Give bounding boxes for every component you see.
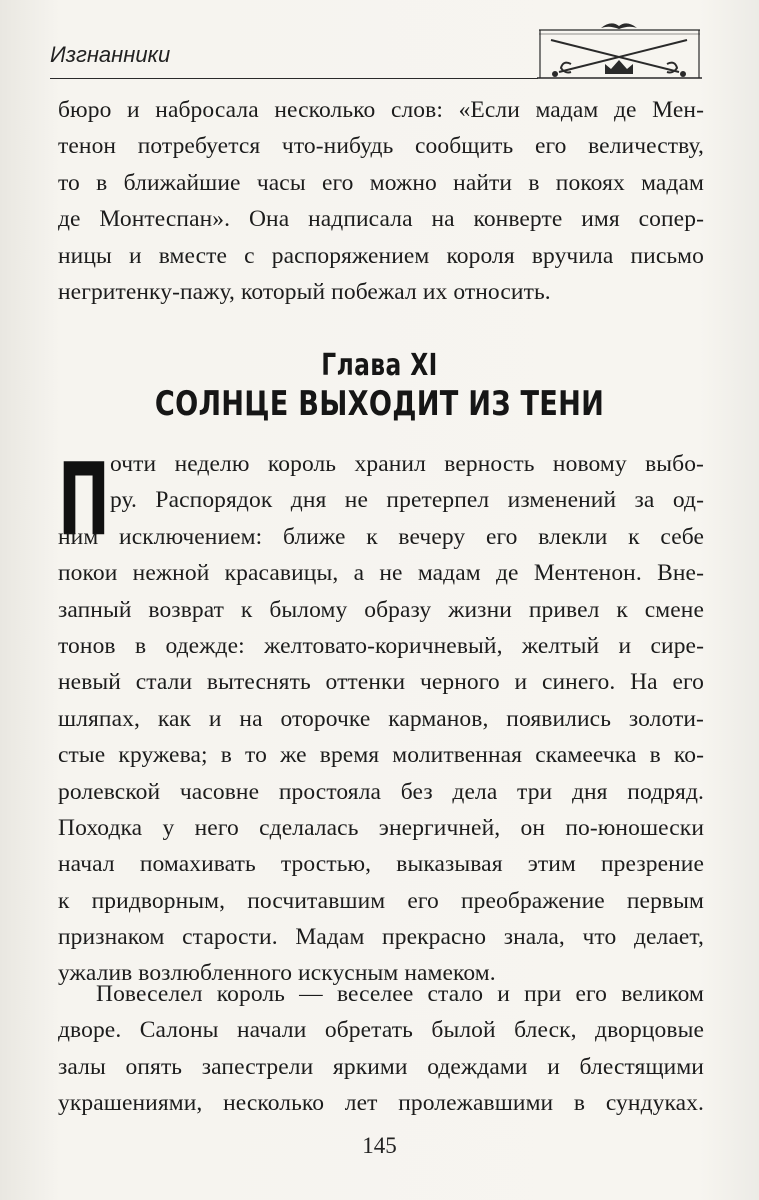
text-line: ру. Распорядок дня не претерпел изменений за од- — [110, 487, 704, 514]
text-line: ним исключением: ближе к вечеру его влекли к себе — [58, 523, 704, 550]
text-line: ужалив возлюбленного искусным намеком. — [58, 960, 496, 987]
text-line: покои нежной красавицы, а не мадам де Ментенон. Вне- — [58, 560, 704, 587]
text-line: негритенку-пажу, который побежал их относить. — [58, 278, 551, 305]
second-paragraph — [58, 976, 704, 1122]
text-line: шляпах, как и на оторочке карманов, появились золоти- — [58, 705, 704, 732]
text-line: начал помахивать тростью, выказывая этим презрение — [58, 851, 704, 878]
text-line: Повеселел король — веселее стало и при его великом — [96, 981, 704, 1007]
page-number: 145 — [362, 1133, 397, 1158]
text-line: залы опять запестрели яркими одеждами и блестящими — [58, 1053, 704, 1080]
text-line: стые кружева; в то же время молитвенная скамеечка в ко- — [58, 742, 704, 769]
text-line: к придворным, посчитавшим его преображение первым — [58, 887, 704, 914]
first-paragraph — [58, 441, 704, 992]
text-line: дворе. Салоны начали обретать былой блеск, дворцовые — [58, 1017, 704, 1044]
text-line: де Монтеспан». Она надписала на конверте имя сопер- — [58, 206, 704, 233]
chapter-title: СОЛНЦЕ ВЫХОДИТ ИЗ ТЕНИ — [154, 384, 605, 424]
text-line: ролевской часовне простояла без дела три дня подряд. — [58, 778, 704, 805]
text-line: тенон потребуется что-нибудь сообщить его величеству, — [58, 133, 704, 160]
chapter-number: Глава XI — [321, 348, 438, 383]
crossed-swords-crown-icon — [537, 16, 702, 88]
text-line: невый стали вытеснять оттенки черного и синего. На его — [58, 669, 704, 696]
text-line: украшениями, несколько лет пролежавшими в сундуках. — [58, 1090, 704, 1117]
drop-cap: П — [58, 441, 110, 558]
text-line: тонов в одежде: желтовато-коричневый, желтый и сире- — [58, 632, 704, 659]
running-head-title: Изгнанники — [50, 42, 171, 67]
text-line: бюро и набросала несколько слов: «Если мадам де Мен- — [58, 97, 704, 123]
text-line: очти неделю король хранил верность новому выбо- — [110, 451, 704, 477]
opening-paragraph — [58, 92, 704, 310]
text-line: запный возврат к былому образу жизни привел к смене — [58, 596, 704, 623]
running-head — [50, 34, 538, 79]
text-line: то в ближайшие часы его можно найти в покоях мадам — [58, 169, 704, 196]
text-line: Походка у него сделалась энергичней, он по-юношески — [58, 814, 704, 841]
text-line: признаком старости. Мадам прекрасно знала, что делает, — [58, 924, 704, 951]
text-line: ницы и вместе с распоряжением короля вручила письмо — [58, 242, 704, 269]
